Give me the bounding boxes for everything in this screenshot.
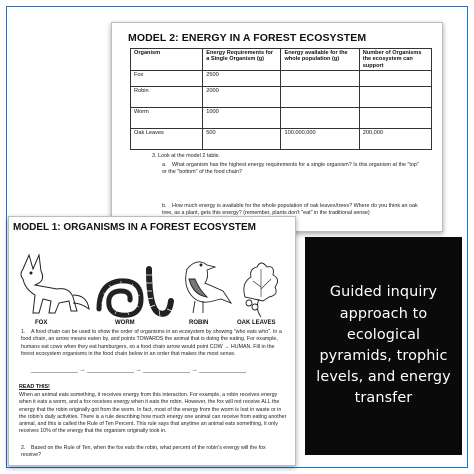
food-chain-blank[interactable]: ______________ →: [31, 367, 86, 373]
table-row: [131, 71, 432, 87]
rule-of-ten-paragraph: When an animal eats something, it receives energy from this interaction. For example, a robin receives energy when it eats a worm, and a fox receives energy when it eats the robin. However, the fox will not receive ALL the energy that the robin originally got from the worm. In fact, most of the energy from the worm is lost in waste or in the robin's daily activities. There is a rule describing how much energy one animal can receive from eating another animal, and this is called the Rule of Ten Percent. This rule says that anytime an animal eats something, it only receives 10% of the energy that the organism originally took in.: [19, 392, 287, 435]
table-cell: 2500: [203, 71, 281, 87]
food-chain-blank[interactable]: ______________: [199, 367, 246, 373]
label-robin: ROBIN: [189, 320, 209, 326]
table-header: Energy available for the whole population (g): [281, 49, 359, 71]
label-fox: FOX: [35, 320, 48, 326]
label-oak-leaves: OAK LEAVES: [237, 320, 276, 326]
table-row: [131, 86, 432, 107]
model1-title: MODEL 1: ORGANISMS IN A FOREST ECOSYSTEM: [13, 222, 256, 233]
table-cell: 2000: [203, 86, 281, 107]
question-3a: [162, 162, 422, 177]
model2-worksheet: [111, 22, 443, 232]
table-cell: Worm: [131, 107, 203, 128]
question-3a-text: What organism has the highest energy requirements for a single organism? Is this organism at the "top" or the "bottom" of the food chain?: [162, 162, 419, 176]
table-cell: [359, 71, 431, 87]
worm-illustration: [99, 281, 141, 315]
table-cell: 1000: [203, 107, 281, 128]
table-header: Number of Organisms the ecosystem can support: [359, 49, 431, 71]
table-cell: [281, 107, 359, 128]
label-worm: WORM: [115, 320, 135, 326]
table-cell: [359, 86, 431, 107]
robin-illustration: [186, 262, 231, 313]
table-cell: [359, 107, 431, 128]
question-2-number: 2.: [21, 445, 26, 451]
oak-leaves-illustration: [244, 263, 278, 317]
table-cell: [281, 71, 359, 87]
table-header-row: [131, 49, 432, 71]
energy-table: [130, 48, 432, 150]
model2-title: MODEL 2: ENERGY IN A FOREST ECOSYSTEM: [128, 32, 367, 44]
question-3: 3. Look at the model 2 table.: [152, 153, 221, 159]
question-2: [21, 445, 287, 460]
model1-worksheet: [8, 216, 296, 466]
organisms-illustration: [9, 239, 295, 324]
question-1: [21, 329, 287, 358]
question-3a-label: a.: [162, 162, 167, 168]
table-cell: Oak Leaves: [131, 128, 203, 149]
promo-text: Guided inquiry approach to ecological pyramids, trophic levels, and energy transfer: [316, 284, 451, 407]
promo-box: [305, 237, 462, 455]
question-1-text: A food chain can be used to show the order of organisms in an ecosystem by showing "who eats who". In a food chain, an arrow means eaten by, and points TOWARDS the animal that is doing the eating. For example, humans eat cows when they eat hamburgers, so a food chain arrow would point COW → HUMAN. Fill in the forest ecosystem organisms in the food chain below in an order that makes the most sense.: [21, 329, 282, 357]
question-2-text: Based on the Rule of Ten, when the fox eats the robin, what percent of the robin's energy will the fox receive?: [21, 445, 266, 459]
table-cell: [281, 86, 359, 107]
table-cell: 500: [203, 128, 281, 149]
read-this-heading: READ THIS!: [19, 384, 50, 390]
table-cell: 100,000,000: [281, 128, 359, 149]
table-cell: Fox: [131, 71, 203, 87]
question-3b-text: How much energy is available for the whole population of oak leaves/trees? Where do you think an oak tree, as a plant, gets this energy? (remember, plants don't "eat" in the traditional sense): [162, 203, 418, 217]
fox-illustration: [21, 255, 89, 313]
table-row: [131, 107, 432, 128]
worm-segments: [149, 269, 171, 314]
table-cell: 200,000: [359, 128, 431, 149]
question-1-number: 1.: [21, 329, 26, 335]
table-row: [131, 128, 432, 149]
question-3b-label: b.: [162, 203, 167, 209]
table-cell: Robin: [131, 86, 203, 107]
food-chain-blank[interactable]: ______________ →: [143, 367, 198, 373]
food-chain-blank[interactable]: ______________ →: [87, 367, 142, 373]
table-header: Energy Requirements for a Single Organism (g): [203, 49, 281, 71]
food-chain-blanks: [31, 367, 246, 373]
table-header: Organism: [131, 49, 203, 71]
